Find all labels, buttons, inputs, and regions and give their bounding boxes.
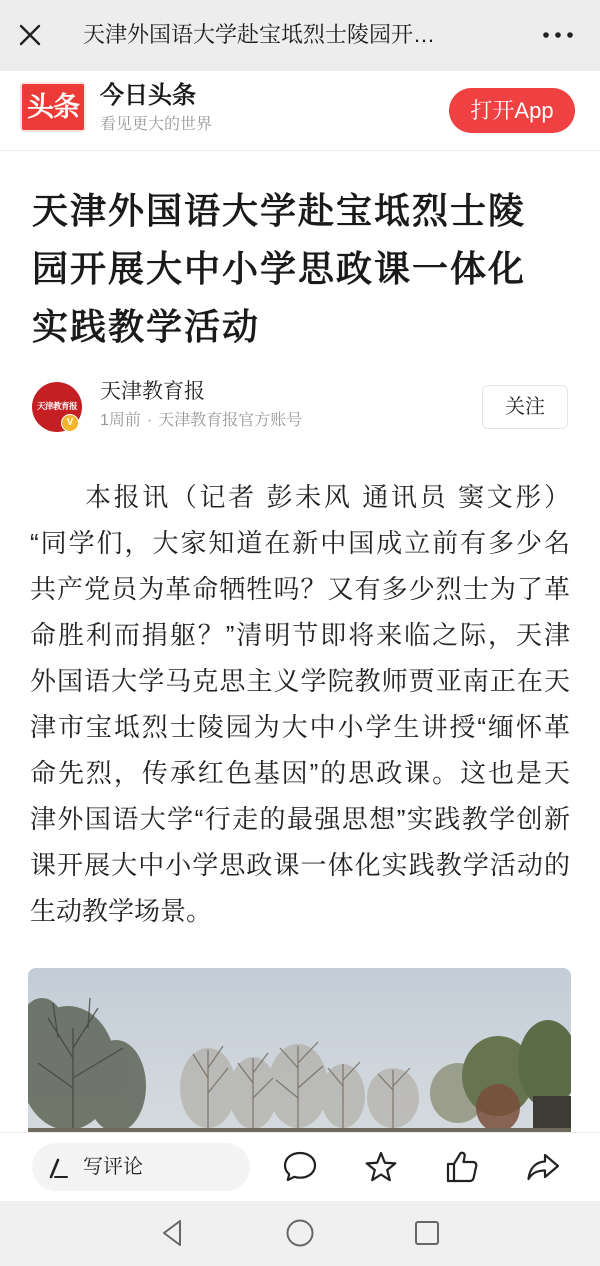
body-line: 生动教学场景。: [30, 896, 213, 926]
top-bar-title: 天津外国语大学赴宝坻烈士陵园开…: [83, 22, 436, 47]
toutiao-logo: 头条: [22, 84, 84, 130]
share-icon[interactable]: [525, 1149, 561, 1185]
body-line: 课开展大中小学思政课一体化实践教学活动的: [30, 850, 570, 880]
bottom-toolbar: [0, 1132, 600, 1201]
author-name[interactable]: 天津教育报: [100, 380, 205, 403]
top-bar: [0, 0, 600, 71]
pen-icon: [46, 1155, 70, 1181]
close-icon[interactable]: [17, 22, 43, 48]
body-line: 津外国语大学“行走的最强思想”实践教学创新: [30, 804, 570, 834]
body-line: 共产党员为革命牺牲吗？又有多少烈士为了革: [30, 574, 570, 604]
app-slogan: 看见更大的世界: [100, 116, 213, 133]
follow-button[interactable]: 关注: [482, 385, 568, 429]
body-line: 命先烈，传承红色基因”的思政课。这也是天: [30, 758, 570, 788]
body-line: “同学们，大家知道在新中国成立前有多少名: [30, 528, 570, 558]
recents-icon[interactable]: [411, 1217, 443, 1249]
article-body: [30, 474, 570, 934]
app-banner: [0, 71, 600, 151]
article-content[interactable]: [0, 151, 600, 1132]
meta-separator: ·: [146, 412, 153, 429]
system-nav-bar: [0, 1201, 600, 1266]
article-title: 天津外国语大学赴宝坻烈士陵园开展大中小学思政课一体化实践教学活动: [32, 190, 527, 347]
open-app-button[interactable]: 打开App: [449, 88, 575, 133]
write-comment-input[interactable]: [32, 1143, 250, 1191]
like-icon[interactable]: [444, 1149, 480, 1185]
more-icon[interactable]: [540, 25, 576, 45]
photo-scene: [28, 968, 571, 1132]
publish-time: 1周前: [100, 412, 141, 429]
body-line: 命胜利而捐躯？”清明节即将来临之际，天津: [30, 620, 570, 650]
back-icon[interactable]: [156, 1217, 188, 1249]
account-label: 天津教育报官方账号: [158, 412, 303, 429]
author-meta: [100, 410, 302, 432]
verified-badge: V: [61, 414, 79, 432]
comment-placeholder: 写评论: [83, 1156, 143, 1178]
comment-icon[interactable]: [282, 1149, 318, 1185]
body-line: 外国语大学马克思主义学院教师贾亚南正在天: [30, 666, 570, 696]
home-icon[interactable]: [284, 1217, 316, 1249]
body-line: 本报讯（记者 彭未风 通讯员 窦文彤）: [85, 482, 570, 512]
app-name: 今日头条: [100, 82, 196, 109]
star-icon[interactable]: [363, 1149, 399, 1185]
article-photo[interactable]: [28, 968, 571, 1132]
author-avatar[interactable]: 天津教育报: [32, 382, 82, 432]
body-line: 津市宝坻烈士陵园为大中小学生讲授“缅怀革: [30, 712, 570, 742]
